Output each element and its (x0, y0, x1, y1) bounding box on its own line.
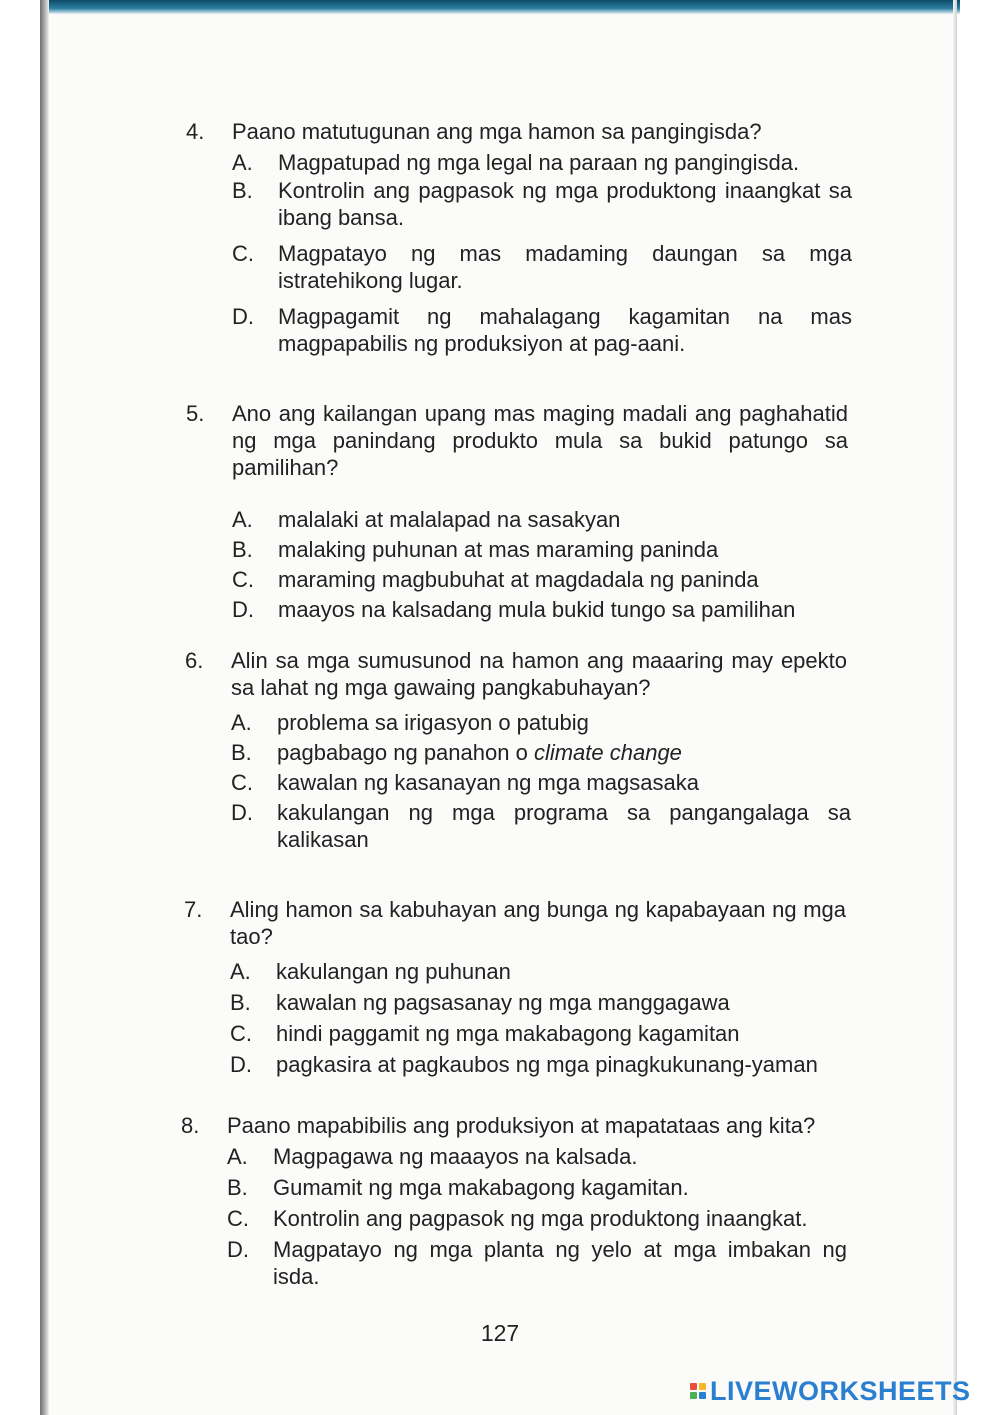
page-number: 127 (480, 1320, 520, 1346)
option-letter: D. (227, 1237, 249, 1262)
option-list (232, 149, 852, 357)
option-text: malalaki at malalapad na sasakyan (278, 507, 621, 532)
logo-square (699, 1392, 706, 1399)
option-letter: B. (231, 740, 252, 765)
option-text: Magpatupad ng mga legal na paraan ng pangingisda. (278, 150, 800, 175)
option-a[interactable] (231, 709, 851, 739)
option-a[interactable] (232, 506, 852, 536)
option-text: Magpagamit ng mahalagang kagamitan na mas magpapabilis ng produksiyon at pag-aani. (278, 304, 852, 356)
option-text: Magpagawa ng maaayos na kalsada. (273, 1144, 638, 1169)
question-text: Paano mapabibilis ang produksiyon at mapatataas ang kita? (227, 1113, 816, 1138)
grid-logo-icon (690, 1383, 706, 1399)
page-binding-shadow (40, 0, 49, 1415)
watermark-text: LIVEWORKSHEETS (710, 1375, 971, 1406)
option-d[interactable] (230, 1051, 850, 1078)
option-d[interactable] (232, 596, 852, 623)
question-number: 7. (184, 897, 203, 922)
option-text: problema sa irigasyon o patubig (277, 710, 589, 735)
logo-square (699, 1383, 706, 1390)
question-number: 5. (186, 401, 205, 426)
page-right-edge (953, 0, 957, 1415)
option-text: kawalan ng pagsasanay ng mga manggagawa (276, 990, 730, 1015)
option-letter: A. (227, 1144, 248, 1169)
option-letter: D. (232, 304, 254, 329)
option-letter: A. (231, 710, 252, 735)
question-text: Aling hamon sa kabuhayan ang bunga ng kapabayaan ng mga tao? (230, 897, 846, 949)
option-b[interactable] (227, 1174, 847, 1205)
option-letter: A. (232, 150, 253, 175)
question-number: 8. (181, 1113, 200, 1138)
option-text: pagbabago ng panahon o (277, 740, 528, 765)
option-letter: B. (227, 1175, 248, 1200)
option-d[interactable] (232, 303, 852, 357)
question-number: 4. (186, 119, 205, 144)
option-c[interactable] (231, 769, 851, 799)
question-number: 6. (185, 648, 204, 673)
option-c[interactable] (232, 240, 852, 303)
option-letter: C. (231, 770, 253, 795)
option-text: kakulangan ng mga programa sa pangangalaga sa kalikasan (277, 800, 851, 852)
question-text: Ano ang kailangan upang mas maging madali ang paghahatid ng mga panindang produkto mula sa bukid patungo sa pamilihan? (232, 401, 848, 480)
option-c[interactable] (227, 1205, 847, 1236)
option-letter: B. (232, 537, 253, 562)
option-list (230, 958, 850, 1078)
option-letter: C. (227, 1206, 249, 1231)
option-text: kawalan ng kasanayan ng mga magsasaka (277, 770, 699, 795)
option-c[interactable] (232, 566, 852, 596)
option-letter: D. (231, 800, 253, 825)
option-text: hindi paggamit ng mga makabagong kagamitan (276, 1021, 740, 1046)
option-text: Kontrolin ang pagpasok ng mga produktong inaangkat sa ibang bansa. (278, 178, 852, 230)
option-list (231, 709, 851, 853)
option-letter: C. (232, 241, 254, 266)
option-a[interactable] (227, 1143, 847, 1174)
option-list (227, 1143, 847, 1290)
option-text: Magpatayo ng mga planta ng yelo at mga imbakan ng isda. (273, 1237, 847, 1289)
option-list (232, 506, 852, 623)
option-text: malaking puhunan at mas maraming paninda (278, 537, 719, 562)
option-letter: B. (232, 178, 253, 203)
logo-square (690, 1383, 697, 1390)
option-b[interactable] (231, 739, 851, 769)
option-letter: D. (230, 1052, 252, 1077)
book-cover-strip (40, 0, 960, 14)
logo-square (690, 1392, 697, 1399)
option-letter: A. (232, 507, 253, 532)
option-b[interactable] (230, 989, 850, 1020)
option-a[interactable] (232, 149, 852, 177)
option-a[interactable] (230, 958, 850, 989)
question-text: Alin sa mga sumusunod na hamon ang maaaring may epekto sa lahat ng mga gawaing pangkabuhayan? (231, 648, 847, 700)
option-text-italic: climate change (533, 740, 682, 765)
liveworksheets-watermark (690, 1376, 971, 1406)
option-b[interactable] (232, 536, 852, 566)
option-text: pagkasira at pagkaubos ng mga pinagkukunang-yaman (276, 1052, 818, 1077)
option-text: Kontrolin ang pagpasok ng mga produktong inaangkat. (273, 1206, 808, 1231)
option-b[interactable] (232, 177, 852, 240)
option-letter: C. (232, 567, 254, 592)
option-text: Gumamit ng mga makabagong kagamitan. (273, 1175, 689, 1200)
option-letter: C. (230, 1021, 252, 1046)
option-text: maayos na kalsadang mula bukid tungo sa pamilihan (278, 597, 796, 622)
option-c[interactable] (230, 1020, 850, 1051)
option-text: maraming magbubuhat at magdadala ng paninda (278, 567, 759, 592)
option-letter: D. (232, 597, 254, 622)
option-text: Magpatayo ng mas madaming daungan sa mga istratehikong lugar. (278, 241, 852, 293)
option-text: kakulangan ng puhunan (276, 959, 511, 984)
option-letter: B. (230, 990, 251, 1015)
option-d[interactable] (227, 1236, 847, 1290)
option-d[interactable] (231, 799, 851, 853)
question-text: Paano matutugunan ang mga hamon sa pangingisda? (232, 119, 762, 144)
option-letter: A. (230, 959, 251, 984)
